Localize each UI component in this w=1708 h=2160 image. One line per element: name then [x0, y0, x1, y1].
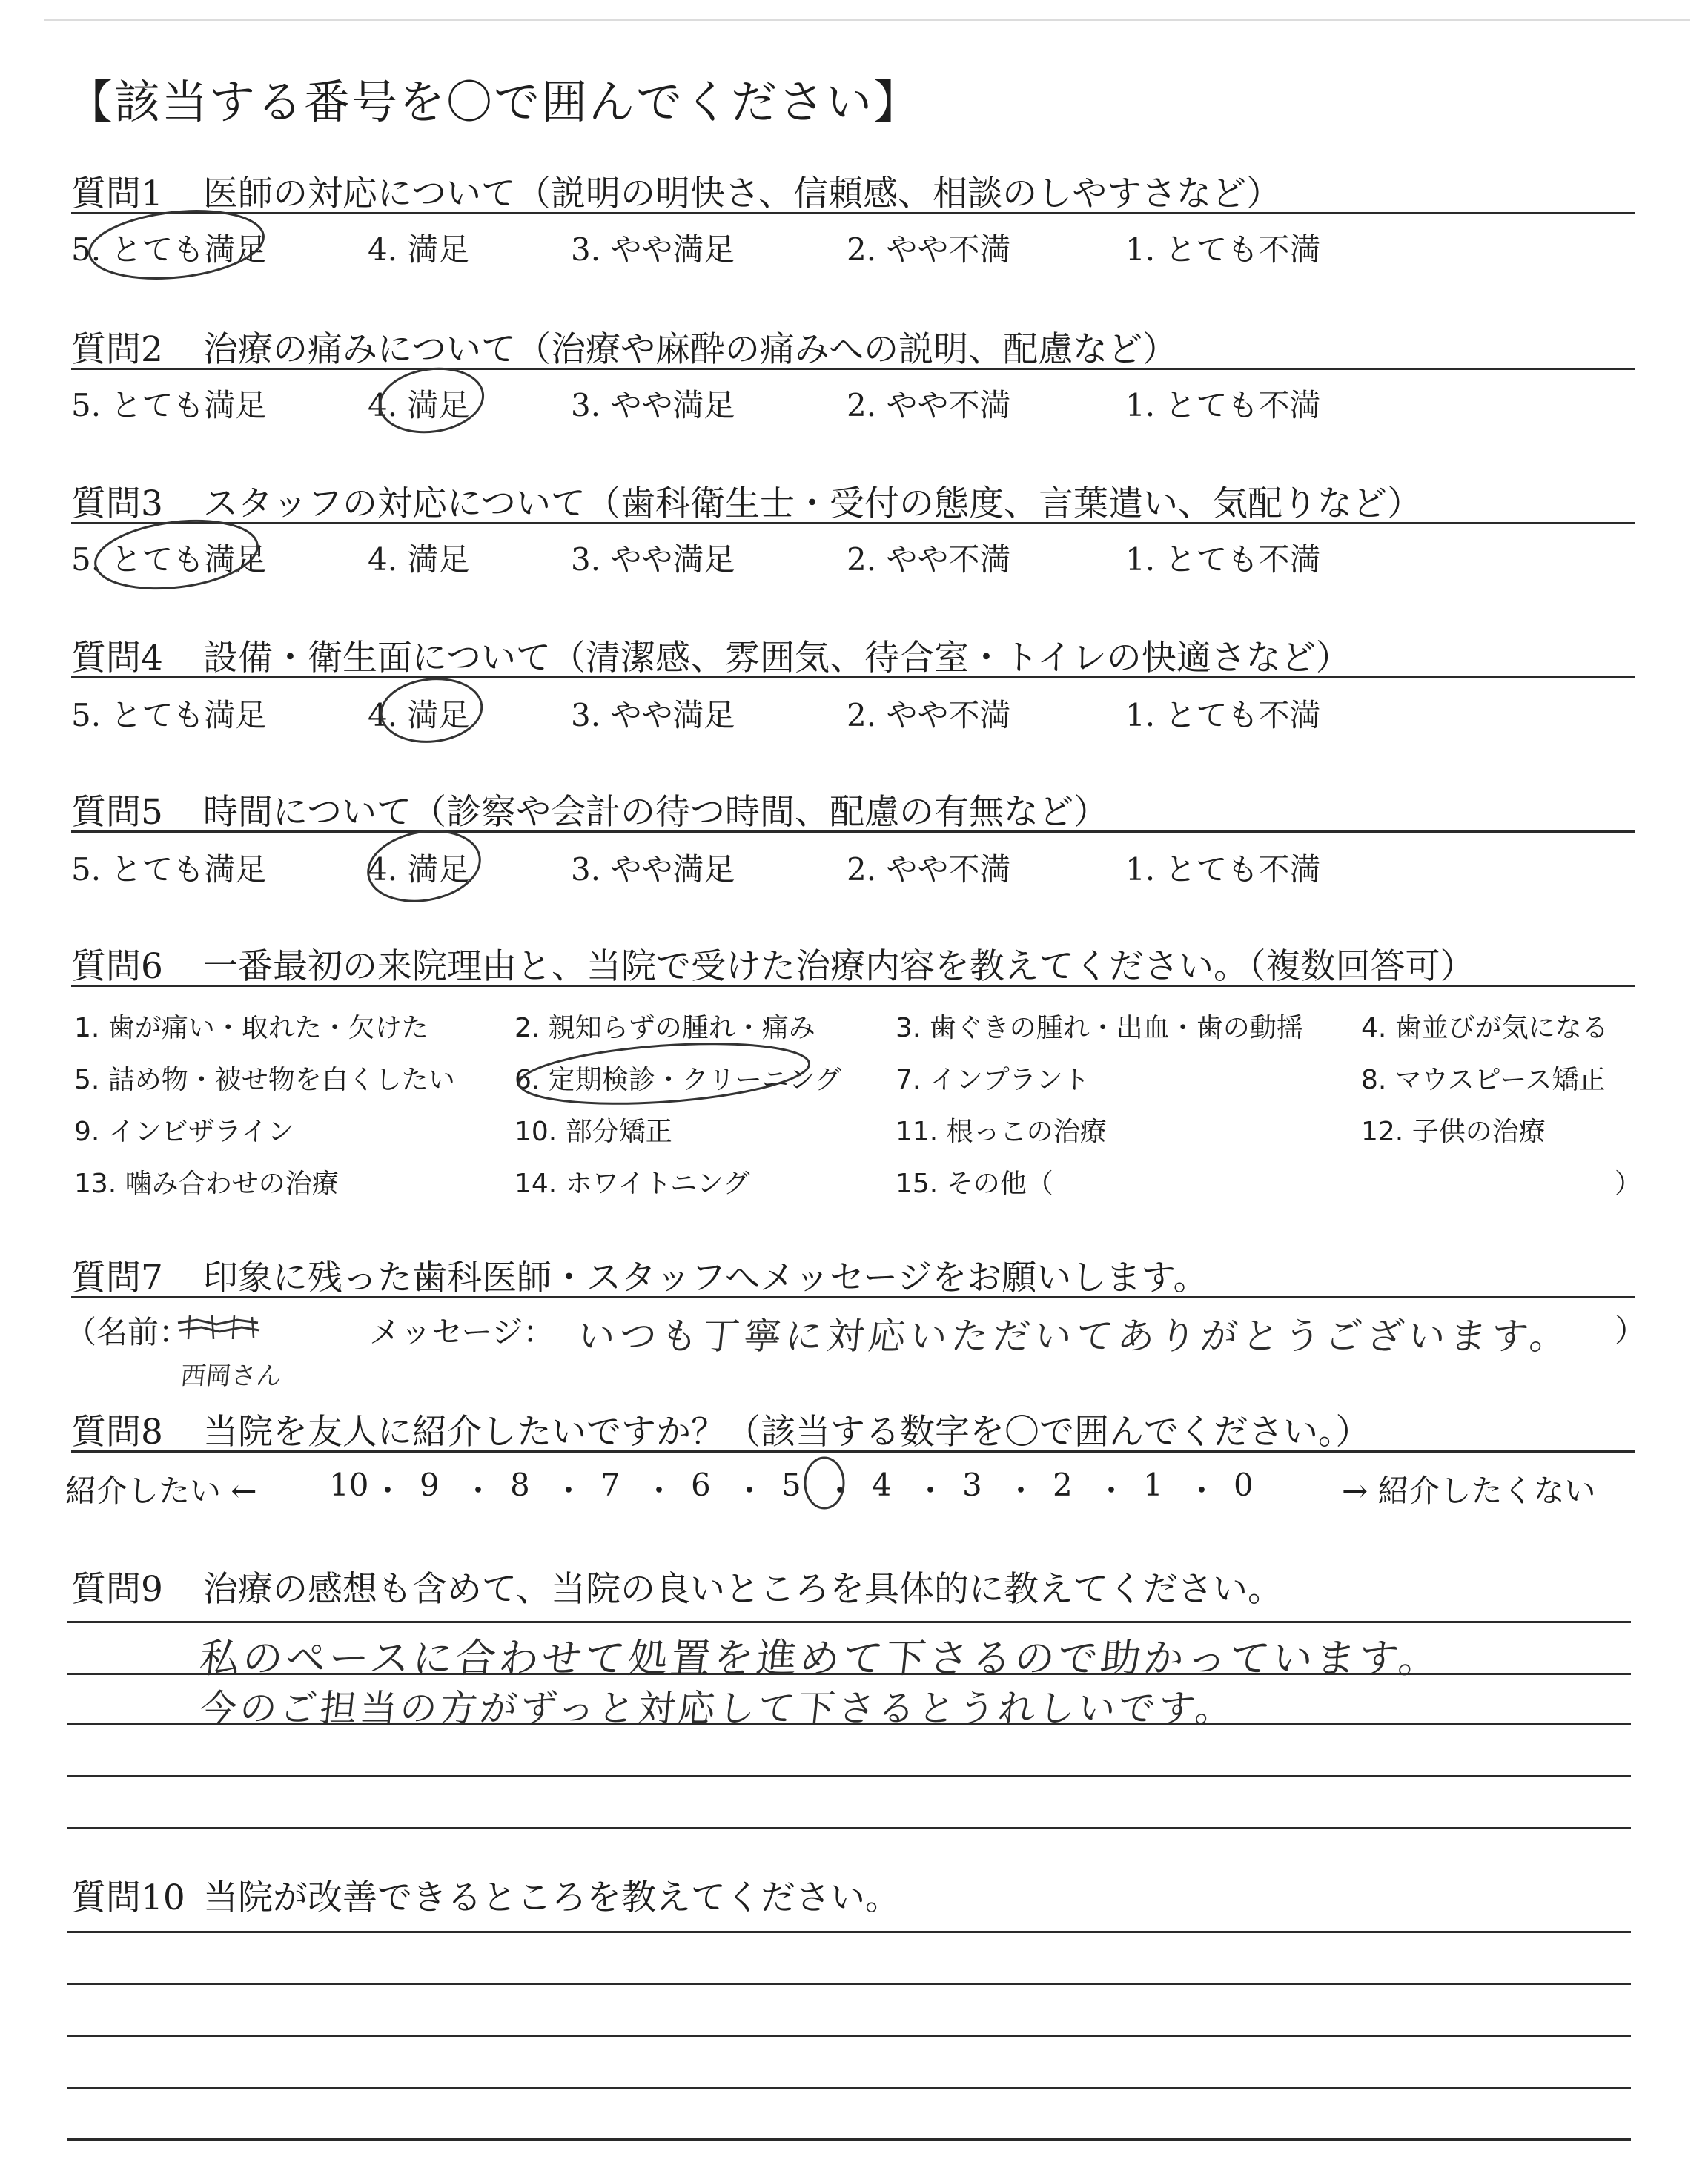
reason-option-15-close: ）: [1615, 1169, 1642, 1199]
question-text: スタッフの対応について（歯科衛生士・受付の態度、言葉遣い、気配りなど）: [203, 483, 1423, 524]
scale-value-1[interactable]: 1: [1143, 1467, 1163, 1503]
scale-value-4[interactable]: 4: [872, 1467, 892, 1503]
question-label: 質問1: [71, 174, 163, 214]
question-label: 質問2: [71, 329, 163, 370]
selection-circle-q1: [86, 203, 267, 286]
question-text: 印象に残った歯科医師・スタッフへメッセージをお願いします。: [203, 1258, 1208, 1298]
question-text: 一番最初の来院理由と、当院で受けた治療内容を教えてください。（複数回答可）: [203, 946, 1475, 987]
rating-option-5[interactable]: 5. とても満足: [71, 231, 267, 268]
rating-option-1[interactable]: 1. とても不満: [1125, 697, 1321, 733]
scale-value-7[interactable]: 7: [600, 1467, 620, 1503]
answer-text-line-1: 私のペースに合わせて処置を進めて下さるので助かっています。: [197, 1635, 1444, 1682]
rating-option-4[interactable]: 4. 満足: [368, 387, 470, 423]
rating-option-4[interactable]: 4. 満足: [368, 541, 470, 578]
rating-option-3[interactable]: 3. やや満足: [571, 231, 735, 268]
rating-option-5[interactable]: 5. とても満足: [71, 851, 267, 888]
rating-option-1[interactable]: 1. とても不満: [1125, 231, 1321, 268]
scale-separator: ・: [1186, 1473, 1218, 1509]
rating-option-4[interactable]: 4. 満足: [368, 697, 470, 733]
scale-separator: ・: [734, 1473, 766, 1509]
reason-option-14[interactable]: 14. ホワイトニング: [514, 1169, 750, 1199]
answer-text-line-2: 今のご担当の方がずっと対応して下さるとうれしいです。: [197, 1687, 1238, 1730]
scale-separator: ・: [1096, 1473, 1128, 1509]
rating-option-4[interactable]: 4. 満足: [368, 231, 470, 268]
question-label: 質問7: [71, 1258, 163, 1298]
rating-option-4[interactable]: 4. 満足: [368, 851, 470, 888]
question-text: 当院を友人に紹介したいですか？（該当する数字を〇で囲んでください。）: [203, 1412, 1371, 1453]
rating-option-1[interactable]: 1. とても不満: [1125, 851, 1321, 888]
reason-option-6[interactable]: 6. 定期検診・クリーニング: [514, 1065, 842, 1095]
message-label: メッセージ：: [369, 1314, 555, 1350]
selection-circle-q8: [805, 1458, 844, 1508]
rating-option-2[interactable]: 2. やや不満: [847, 851, 1011, 888]
rating-option-2[interactable]: 2. やや不満: [847, 697, 1011, 733]
question-label: 質問5: [71, 792, 163, 833]
rating-option-3[interactable]: 3. やや満足: [571, 541, 735, 578]
question-label: 質問3: [71, 483, 163, 524]
rating-option-3[interactable]: 3. やや満足: [571, 851, 735, 888]
reason-option-4[interactable]: 4. 歯並びが気になる: [1361, 1013, 1609, 1043]
reason-option-9[interactable]: 9. インビザライン: [74, 1117, 294, 1147]
scale-separator: ・: [643, 1473, 675, 1509]
rating-option-5[interactable]: 5. とても満足: [71, 541, 267, 578]
question-label: 質問10: [71, 1877, 185, 1918]
question-label: 質問8: [71, 1412, 163, 1453]
reason-option-10[interactable]: 10. 部分矯正: [514, 1117, 672, 1147]
question-text: 医師の対応について（説明の明快さ、信頼感、相談のしやすさなど）: [203, 174, 1282, 214]
page-title: 【該当する番号を〇で囲んでください】: [67, 75, 921, 129]
rating-option-2[interactable]: 2. やや不満: [847, 231, 1011, 268]
rating-option-1[interactable]: 1. とても不満: [1125, 387, 1321, 423]
reason-option-2[interactable]: 2. 親知らずの腫れ・痛み: [514, 1013, 815, 1043]
reason-option-5[interactable]: 5. 詰め物・被せ物を白くしたい: [74, 1065, 455, 1095]
message-value: いつも丁寧に対応いただいてありがとうございます。: [575, 1315, 1574, 1358]
scale-value-2[interactable]: 2: [1053, 1467, 1073, 1503]
scale-value-5[interactable]: 5: [781, 1467, 801, 1503]
rating-option-2[interactable]: 2. やや不満: [847, 387, 1011, 423]
scale-separator: ・: [915, 1473, 947, 1509]
message-close-paren: ）: [1615, 1312, 1646, 1349]
rating-option-5[interactable]: 5. とても満足: [71, 387, 267, 423]
question-text: 治療の痛みについて（治療や麻酔の痛みへの説明、配慮など）: [203, 329, 1178, 370]
scale-separator: ・: [824, 1473, 856, 1509]
rating-option-2[interactable]: 2. やや不満: [847, 541, 1011, 578]
reason-option-11[interactable]: 11. 根っこの治療: [896, 1117, 1107, 1147]
reason-option-8[interactable]: 8. マウスピース矯正: [1361, 1065, 1606, 1095]
name-value: 西岡さん: [179, 1361, 283, 1391]
scale-separator: ・: [553, 1473, 585, 1509]
rating-option-3[interactable]: 3. やや満足: [571, 387, 735, 423]
question-text: 時間について（診察や会計の待つ時間、配慮の有無など）: [203, 792, 1109, 833]
scale-separator: ・: [463, 1473, 494, 1509]
rating-option-1[interactable]: 1. とても不満: [1125, 541, 1321, 578]
recommend-left-label: 紹介したい ←: [65, 1473, 257, 1509]
selection-circle-q5: [363, 823, 486, 910]
selection-circle-q2: [376, 363, 487, 439]
question-text: 当院が改善できるところを教えてください。: [203, 1877, 900, 1918]
rating-option-5[interactable]: 5. とても満足: [71, 697, 267, 733]
question-text: 設備・衛生面について（清潔感、雰囲気、待合室・トイレの快適さなど）: [203, 638, 1351, 678]
reason-option-7[interactable]: 7. インプラント: [896, 1065, 1090, 1095]
question-label: 質問4: [71, 638, 163, 678]
question-label: 質問9: [71, 1569, 163, 1610]
scale-value-10[interactable]: 10: [329, 1467, 369, 1503]
scale-value-3[interactable]: 3: [962, 1467, 982, 1503]
reason-option-12[interactable]: 12. 子供の治療: [1361, 1117, 1546, 1147]
reason-option-13[interactable]: 13. 噛み合わせの治療: [74, 1169, 339, 1199]
reason-option-1[interactable]: 1. 歯が痛い・取れた・欠けた: [74, 1013, 428, 1043]
question-text: 治療の感想も含めて、当院の良いところを具体的に教えてください。: [203, 1569, 1283, 1610]
scale-separator: ・: [372, 1473, 404, 1509]
scale-value-9[interactable]: 9: [420, 1467, 440, 1503]
reason-option-3[interactable]: 3. 歯ぐきの腫れ・出血・歯の動揺: [896, 1013, 1303, 1043]
scale-separator: ・: [1005, 1473, 1037, 1509]
recommend-right-label: → 紹介したくない: [1342, 1473, 1596, 1509]
selection-circle-q3: [91, 512, 261, 597]
scale-value-8[interactable]: 8: [510, 1467, 530, 1503]
name-label: （名前：: [65, 1314, 191, 1350]
scale-value-6[interactable]: 6: [691, 1467, 711, 1503]
scale-value-0[interactable]: 0: [1234, 1467, 1254, 1503]
question-label: 質問6: [71, 946, 163, 987]
reason-option-15[interactable]: 15. その他（: [896, 1169, 1053, 1199]
selection-circle-q6: [517, 1035, 811, 1112]
selection-circle-q4: [378, 674, 485, 747]
rating-option-3[interactable]: 3. やや満足: [571, 697, 735, 733]
